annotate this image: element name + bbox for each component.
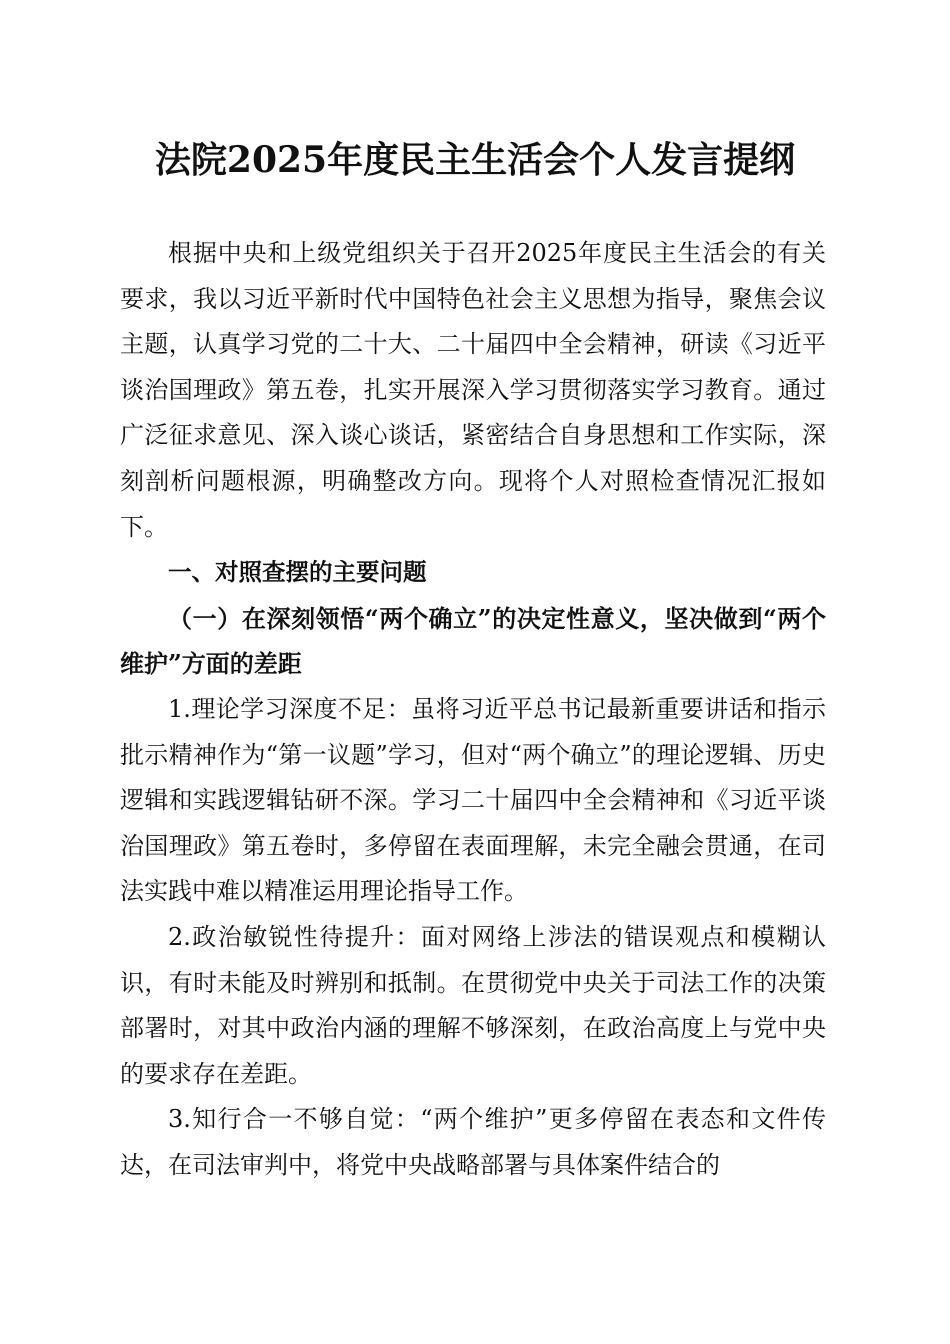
intro-paragraph: 根据中央和上级党组织关于召开2025年度民主生活会的有关要求，我以习近平新时代中国特色社会主义思想为指导，聚焦会议主题，认真学习党的二十大、二十届四中全会精神，研读《习近平谈治国理政》第五卷，扎实开展深入学习贯彻落实学习教育。通过广泛征求意见、深入谈心谈话，紧密结合自身思想和工作实际，深刻剖析问题根源，明确整改方向。现将个人对照检查情况汇报如下。 (120, 239, 826, 541)
document-body (120, 231, 826, 1188)
document-title: 法院2025年度民主生活会个人发言提纲 (154, 139, 796, 181)
item-paragraph-1: 1.理论学习深度不足：虽将习近平总书记最新重要讲话和指示批示精神作为“第一议题”学习，但对“两个确立”的理论逻辑、历史逻辑和实践逻辑钻研不深。学习二十届四中全会精神和《习近平谈治国理政》第五卷时，多停留在表面理解，未完全融会贯通，在司法实践中难以精准运用理论指导工作。 (120, 694, 826, 906)
item-paragraph-2: 2.政治敏锐性待提升：面对网络上涉法的错误观点和模糊认识，有时未能及时辨别和抵制。在贯彻党中央关于司法工作的决策部署时，对其中政治内涵的理解不够深刻，在政治高度上与党中央的要求存在差距。 (120, 922, 826, 1088)
section-heading: 一、对照查摆的主要问题 (168, 558, 427, 587)
subsection-heading: （一）在深刻领悟“两个确立”的决定性意义，坚决做到“两个维护”方面的差距 (120, 603, 826, 679)
item-paragraph-3: 3.知行合一不够自觉：“两个维护”更多停留在表态和文件传达，在司法审判中，将党中央战略部署与具体案件结合的 (120, 1105, 826, 1179)
